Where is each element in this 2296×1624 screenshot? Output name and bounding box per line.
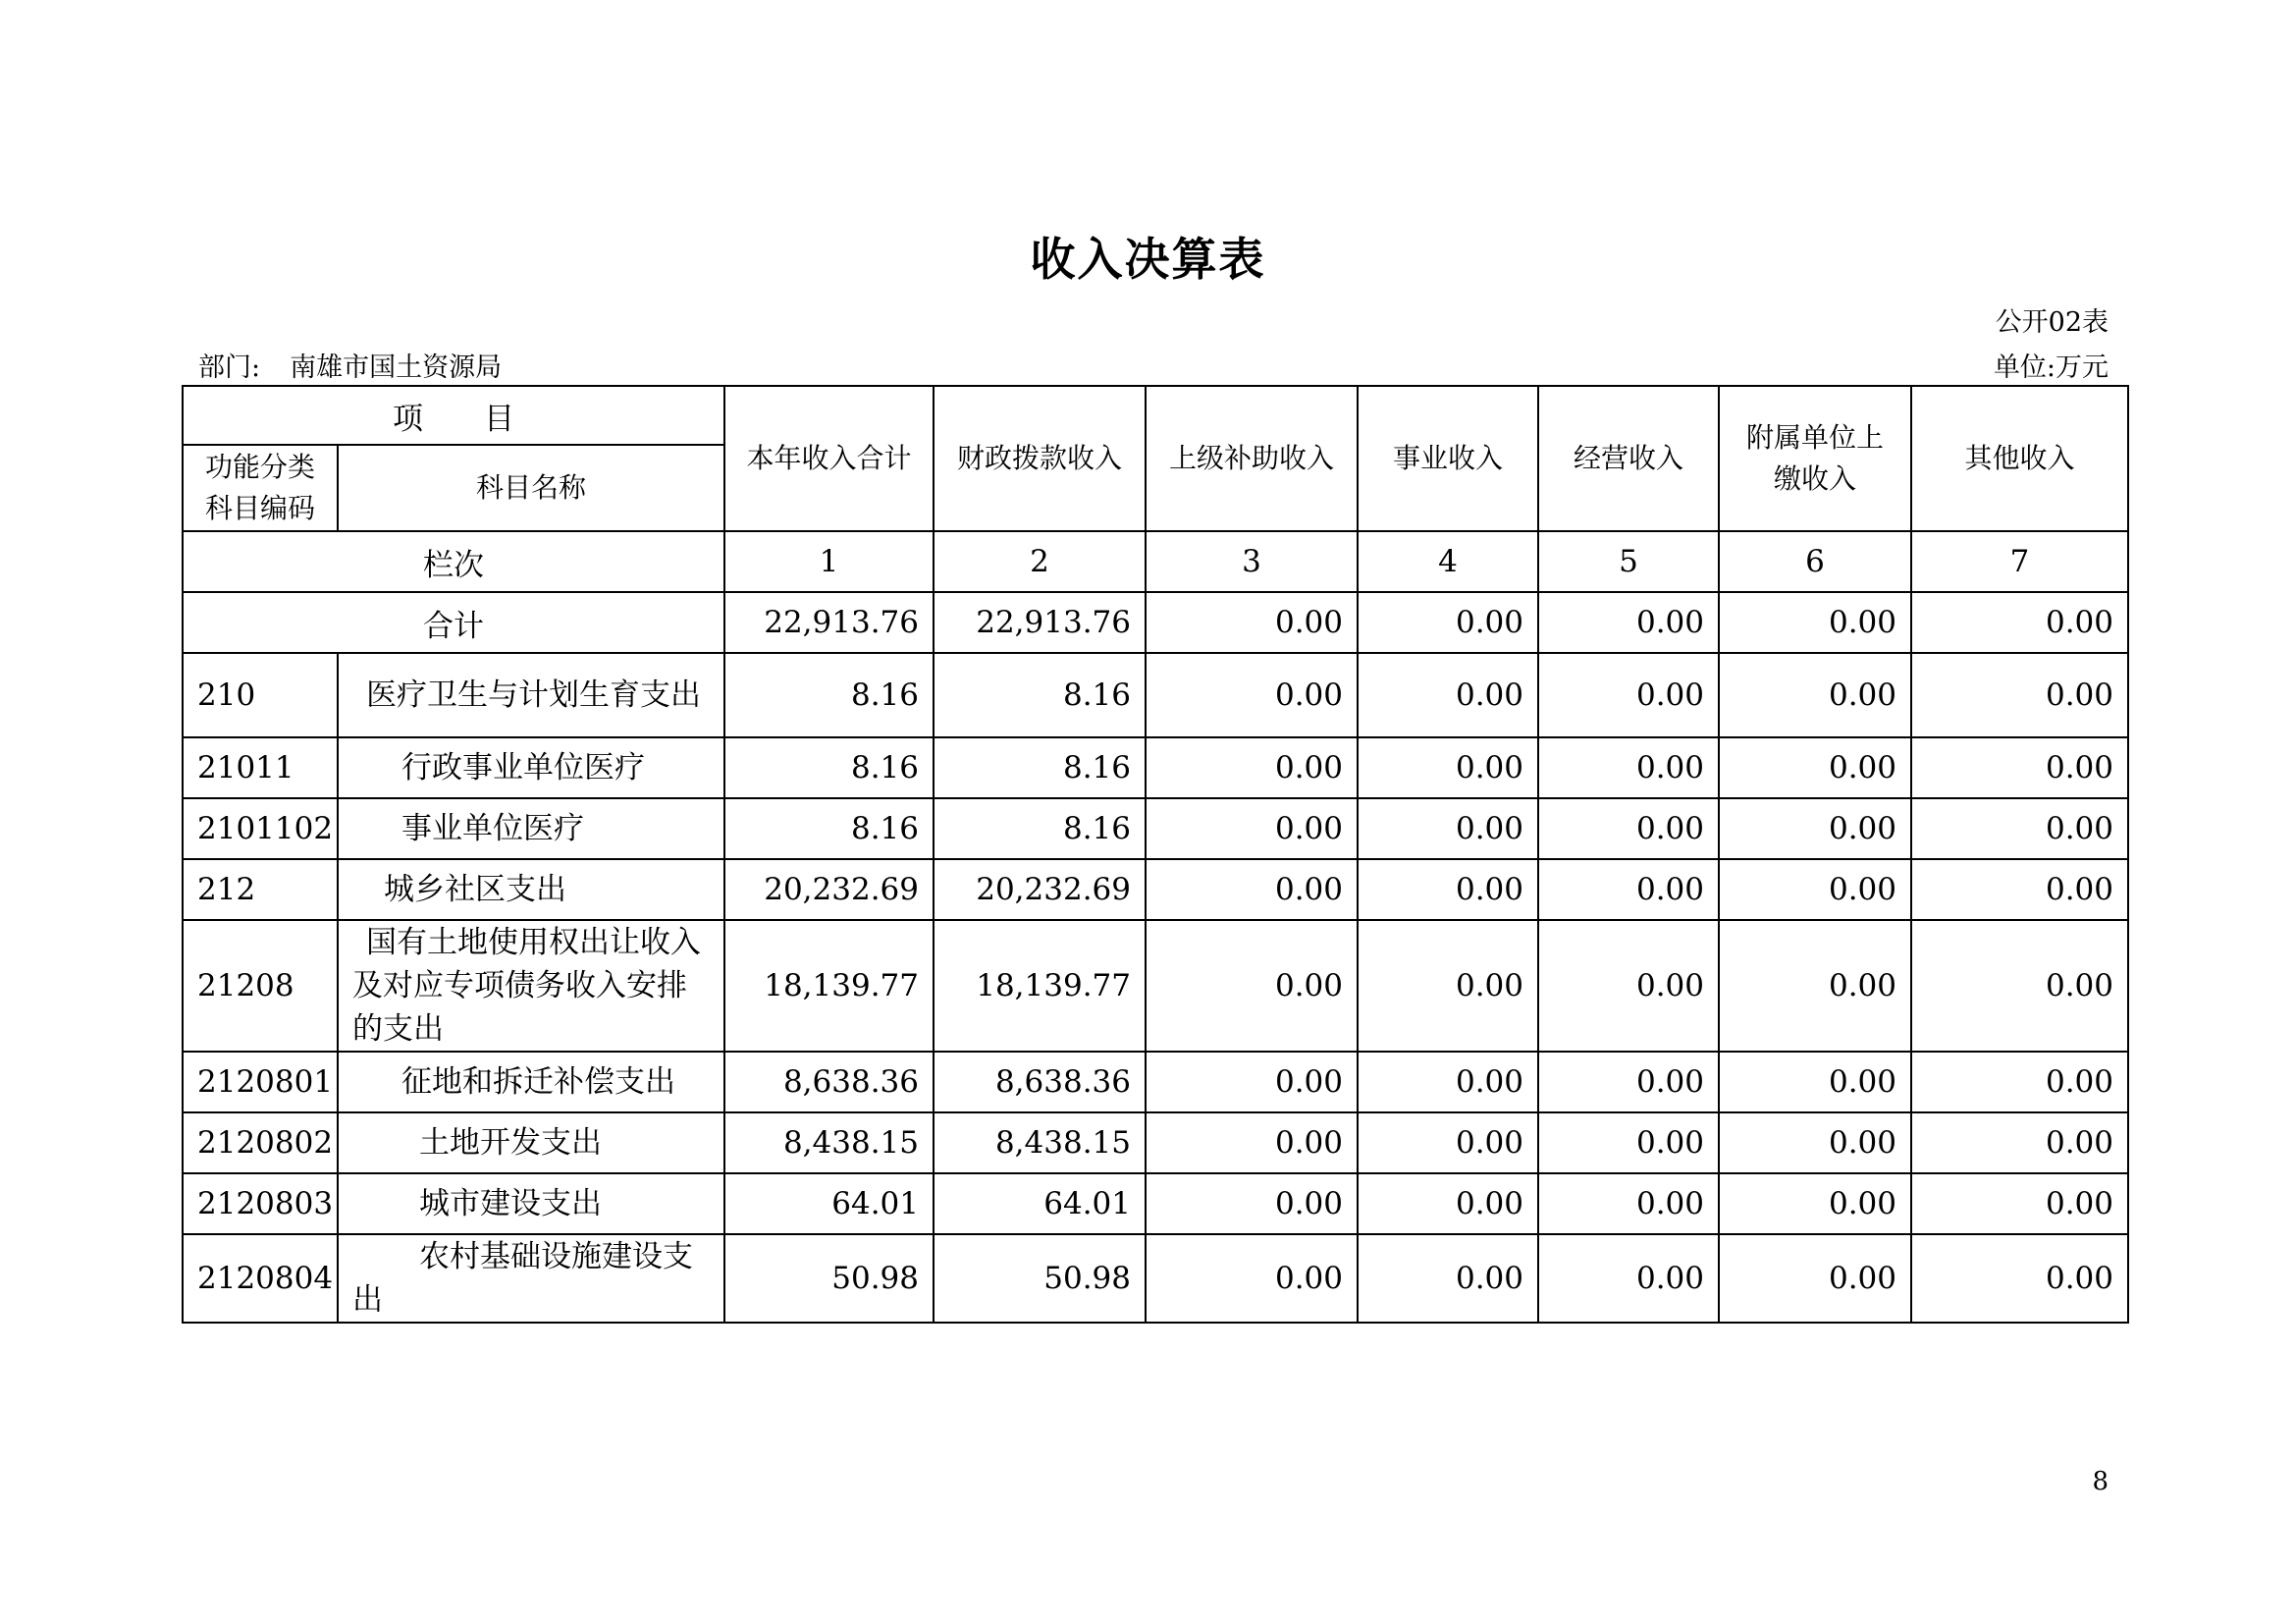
row-value: 8.16 [724, 653, 934, 737]
row-value: 0.00 [1146, 920, 1358, 1052]
header-col-2: 财政拨款收入 [934, 386, 1146, 531]
order-num-2: 2 [934, 531, 1146, 592]
row-value: 8,638.36 [934, 1052, 1146, 1112]
header-name: 科目名称 [338, 445, 724, 531]
row-value: 0.00 [1538, 920, 1719, 1052]
row-code: 2120801 [183, 1052, 338, 1112]
row-name: 国有土地使用权出让收入及对应专项债务收入安排的支出 [338, 920, 724, 1052]
header-col-6: 附属单位上缴收入 [1719, 386, 1911, 531]
row-value: 0.00 [1719, 859, 1911, 920]
row-value: 0.00 [1719, 737, 1911, 798]
row-value: 0.00 [1538, 1052, 1719, 1112]
table-row [183, 1234, 2128, 1323]
row-value: 0.00 [1911, 1234, 2128, 1323]
row-name: 行政事业单位医疗 [338, 737, 724, 798]
row-name: 征地和拆迁补偿支出 [338, 1052, 724, 1112]
row-value: 0.00 [1538, 798, 1719, 859]
row-value: 8.16 [934, 798, 1146, 859]
department-label: 部门: [198, 352, 261, 383]
row-value: 0.00 [1719, 1052, 1911, 1112]
total-value: 22,913.76 [934, 592, 1146, 653]
row-value: 0.00 [1538, 859, 1719, 920]
header-col-1: 本年收入合计 [724, 386, 934, 531]
row-code: 2101102 [183, 798, 338, 859]
header-col-4: 事业收入 [1358, 386, 1538, 531]
row-value: 8,438.15 [934, 1112, 1146, 1173]
table-row [183, 920, 2128, 1052]
total-value: 22,913.76 [724, 592, 934, 653]
table-row [183, 653, 2128, 737]
row-value: 0.00 [1719, 920, 1911, 1052]
row-value: 0.00 [1146, 1052, 1358, 1112]
row-value: 0.00 [1146, 737, 1358, 798]
row-value: 0.00 [1538, 1173, 1719, 1234]
total-value: 0.00 [1911, 592, 2128, 653]
row-value: 0.00 [1358, 798, 1538, 859]
row-code: 21208 [183, 920, 338, 1052]
row-code: 2120803 [183, 1173, 338, 1234]
row-value: 20,232.69 [934, 859, 1146, 920]
header-col-7: 其他收入 [1911, 386, 2128, 531]
page-number: 8 [2092, 1467, 2109, 1496]
table-row [183, 798, 2128, 859]
total-value: 0.00 [1538, 592, 1719, 653]
row-value: 8.16 [934, 653, 1146, 737]
row-value: 0.00 [1146, 1234, 1358, 1323]
order-num-1: 1 [724, 531, 934, 592]
total-label: 合计 [183, 592, 724, 653]
row-value: 50.98 [724, 1234, 934, 1323]
row-value: 0.00 [1146, 1112, 1358, 1173]
row-value: 0.00 [1358, 920, 1538, 1052]
row-value: 0.00 [1358, 653, 1538, 737]
row-code: 2120804 [183, 1234, 338, 1323]
row-value: 0.00 [1146, 798, 1358, 859]
row-name: 事业单位医疗 [338, 798, 724, 859]
row-value: 0.00 [1538, 1112, 1719, 1173]
income-table [182, 385, 2129, 1324]
header-project: 项 目 [183, 386, 724, 445]
row-value: 18,139.77 [724, 920, 934, 1052]
form-number: 公开02表 [1995, 307, 2109, 338]
row-value: 8.16 [724, 798, 934, 859]
row-code: 210 [183, 653, 338, 737]
page-title: 收入决算表 [1030, 233, 1266, 286]
row-value: 0.00 [1911, 1173, 2128, 1234]
row-code: 2120802 [183, 1112, 338, 1173]
row-value: 0.00 [1358, 859, 1538, 920]
unit-label: 单位:万元 [1993, 352, 2109, 383]
row-value: 20,232.69 [724, 859, 934, 920]
header-col-5: 经营收入 [1538, 386, 1719, 531]
row-code: 21011 [183, 737, 338, 798]
row-value: 0.00 [1911, 737, 2128, 798]
row-value: 0.00 [1911, 1112, 2128, 1173]
row-value: 0.00 [1358, 1234, 1538, 1323]
row-value: 0.00 [1538, 737, 1719, 798]
row-value: 64.01 [934, 1173, 1146, 1234]
row-value: 0.00 [1719, 1234, 1911, 1323]
row-value: 0.00 [1358, 1173, 1538, 1234]
row-value: 8,438.15 [724, 1112, 934, 1173]
header-col-3: 上级补助收入 [1146, 386, 1358, 531]
table-row [183, 859, 2128, 920]
table-row [183, 1052, 2128, 1112]
row-name: 农村基础设施建设支出 [338, 1234, 724, 1323]
row-value: 8.16 [934, 737, 1146, 798]
row-value: 0.00 [1146, 859, 1358, 920]
order-label: 栏次 [183, 531, 724, 592]
row-value: 0.00 [1358, 737, 1538, 798]
row-value: 0.00 [1358, 1052, 1538, 1112]
row-value: 0.00 [1146, 1173, 1358, 1234]
row-value: 0.00 [1911, 653, 2128, 737]
total-value: 0.00 [1719, 592, 1911, 653]
total-value: 0.00 [1146, 592, 1358, 653]
row-value: 0.00 [1911, 920, 2128, 1052]
row-value: 0.00 [1911, 798, 2128, 859]
row-value: 0.00 [1146, 653, 1358, 737]
row-value: 0.00 [1719, 1112, 1911, 1173]
total-row [183, 592, 2128, 653]
order-num-4: 4 [1358, 531, 1538, 592]
table-row [183, 1173, 2128, 1234]
department-value: 南雄市国土资源局 [290, 352, 503, 383]
row-value: 8,638.36 [724, 1052, 934, 1112]
department-line [198, 346, 502, 384]
table-row [183, 1112, 2128, 1173]
row-value: 0.00 [1719, 798, 1911, 859]
row-name: 城市建设支出 [338, 1173, 724, 1234]
row-name: 土地开发支出 [338, 1112, 724, 1173]
row-value: 8.16 [724, 737, 934, 798]
row-value: 0.00 [1358, 1112, 1538, 1173]
row-code: 212 [183, 859, 338, 920]
row-value: 0.00 [1911, 859, 2128, 920]
row-name: 医疗卫生与计划生育支出 [338, 653, 724, 737]
total-value: 0.00 [1358, 592, 1538, 653]
order-num-3: 3 [1146, 531, 1358, 592]
order-num-6: 6 [1719, 531, 1911, 592]
row-value: 0.00 [1719, 653, 1911, 737]
table-row [183, 737, 2128, 798]
order-num-5: 5 [1538, 531, 1719, 592]
row-value: 0.00 [1719, 1173, 1911, 1234]
row-value: 64.01 [724, 1173, 934, 1234]
header-code: 功能分类科目编码 [183, 445, 338, 531]
row-value: 0.00 [1538, 653, 1719, 737]
row-value: 18,139.77 [934, 920, 1146, 1052]
row-value: 0.00 [1538, 1234, 1719, 1323]
row-value: 0.00 [1911, 1052, 2128, 1112]
order-num-7: 7 [1911, 531, 2128, 592]
row-name: 城乡社区支出 [338, 859, 724, 920]
row-value: 50.98 [934, 1234, 1146, 1323]
